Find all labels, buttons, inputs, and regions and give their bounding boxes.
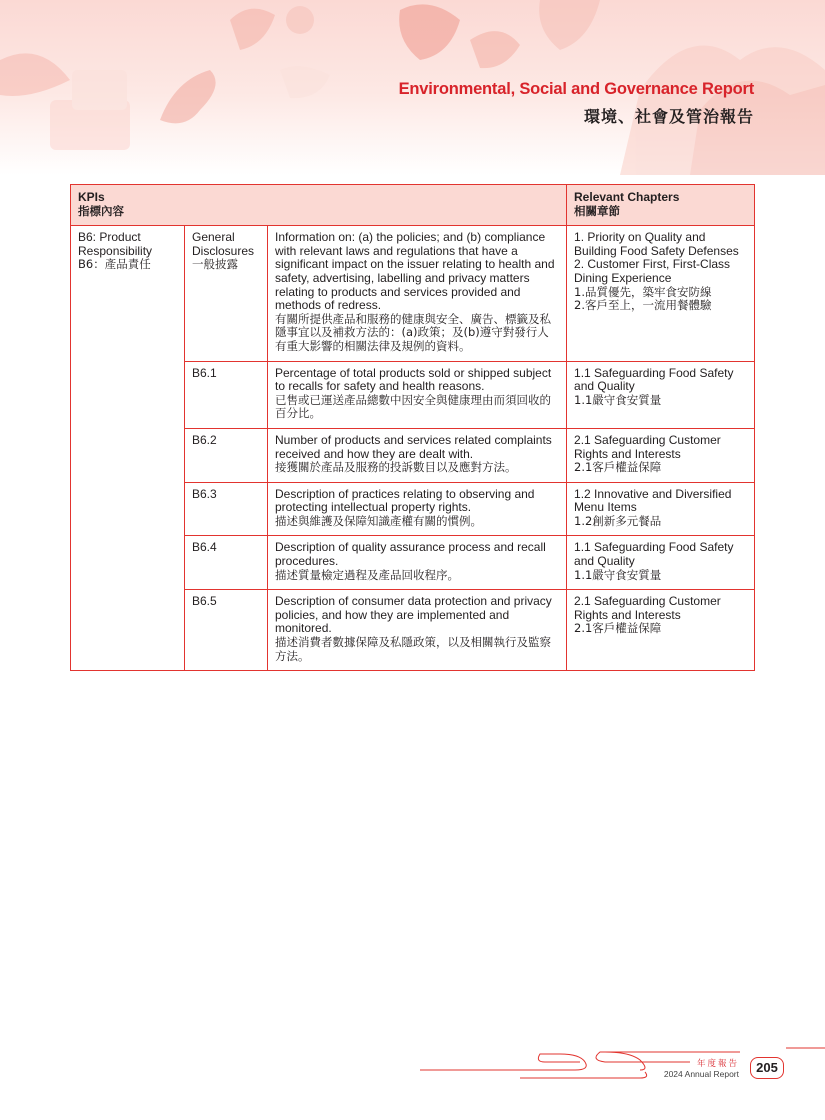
chapter-en: 1.1 Safeguarding Food Safety and Quality	[574, 540, 734, 569]
page-number: 205	[750, 1057, 784, 1079]
kpi-description-zh: 描述消費者數據保障及私隱政策，以及相關執行及監察方法。	[275, 635, 551, 663]
kpi-description-cell	[268, 428, 567, 482]
relevant-chapter-cell	[567, 361, 755, 428]
chapters-header-en: Relevant Chapters	[574, 190, 680, 204]
kpi-description-cell	[268, 590, 567, 671]
report-title-zh: 環境、社會及管治報告	[583, 107, 754, 126]
kpi-description-en: Information on: (a) the policies; and (b) compliance with relevant laws and regulations that have a significant impact on the issuer relating to health and safety, advertising, labelling and privacy matters relating to products and services provided and methods of redress.	[275, 230, 555, 313]
kpi-description-en: Percentage of total products sold or shipped subject to recalls for safety and health reasons.	[275, 365, 552, 394]
chapter-zh: 2.1客戶權益保障	[574, 460, 662, 475]
kpi-description-cell	[268, 536, 567, 590]
footer-label-en: 2024 Annual Report	[663, 1069, 739, 1079]
kpi-table	[70, 184, 755, 671]
kpi-code-cell	[185, 361, 268, 428]
table-row	[71, 226, 755, 361]
relevant-chapter-cell	[567, 536, 755, 590]
chapter-en: 2.1 Safeguarding Customer Rights and Interests	[574, 594, 721, 622]
kpi-description-cell	[268, 361, 567, 428]
kpi-description-en: Description of quality assurance process and recall procedures.	[275, 540, 546, 569]
chapter-zh: 2.1客戶權益保障	[574, 621, 662, 636]
kpis-header-en: KPIs	[78, 190, 105, 204]
kpi-description-cell	[268, 482, 567, 536]
chapter-1-zh: 1.品質優先，築牢食安防線	[574, 284, 712, 299]
kpi-code: General Disclosures	[192, 230, 255, 258]
kpis-header-zh: 指標內容	[78, 203, 124, 218]
kpi-description-zh: 描述質量檢定過程及產品回收程序。	[275, 567, 459, 582]
relevant-chapter-cell	[567, 226, 755, 361]
aspect-zh: B6：產品責任	[78, 257, 151, 272]
kpi-description-zh: 接獲關於產品及服務的投訴數目以及應對方法。	[275, 460, 517, 475]
kpi-description-zh: 有關所提供產品和服務的健康與安全、廣告、標籤及私隱事宜以及補救方法的：(a)政策；及(b)遵守對發行人有重大影響的相關法律及規例的資料。	[275, 311, 551, 353]
chapters-header	[567, 185, 755, 226]
kpi-code: B6.5	[192, 594, 217, 609]
relevant-chapter-cell	[567, 428, 755, 482]
chapters-header-zh: 相關章節	[574, 203, 621, 218]
relevant-chapter-cell	[567, 590, 755, 671]
kpi-code: B6.2	[192, 432, 217, 447]
chapter-en: 2.1 Safeguarding Customer Rights and Interests	[574, 432, 721, 461]
kpi-description-en: Description of consumer data protection and privacy policies, and how they are implemented and monitored.	[275, 594, 552, 636]
chapter-en: 1.2 Innovative and Diversified Menu Items	[574, 486, 732, 515]
page-footer	[0, 1040, 825, 1100]
kpi-code-cell	[185, 590, 268, 671]
report-title-en: Environmental, Social and Governance Report	[398, 80, 754, 98]
chapter-zh: 1.2創新多元餐品	[574, 513, 662, 528]
kpi-description-cell	[268, 226, 567, 361]
kpi-code: B6.4	[192, 540, 217, 555]
kpi-code-cell	[185, 482, 268, 536]
relevant-chapter-cell	[567, 482, 755, 536]
kpi-description-zh: 已售或已運送產品總數中因安全與健康理由而須回收的百分比。	[275, 392, 551, 421]
kpi-description-zh: 描述與維護及保障知識產權有關的慣例。	[275, 513, 482, 528]
kpi-code: B6.1	[192, 365, 217, 380]
chapter-zh: 1.1嚴守食安質量	[574, 567, 662, 582]
chapter-2-zh: 2.客戶至上，一流用餐體驗	[574, 298, 712, 313]
chapter-1-en: 1. Priority on Quality and Building Food Safety Defenses	[574, 230, 739, 258]
kpi-code-cell	[185, 428, 268, 482]
footer-label-zh: 年度報告	[696, 1059, 739, 1069]
kpi-code: B6.3	[192, 486, 217, 501]
kpi-description-en: Number of products and services related complaints received and how they are dealt with.	[275, 432, 552, 461]
kpi-code-cell	[185, 226, 268, 361]
kpi-code-zh: 一般披露	[192, 257, 238, 272]
chapter-2-en: 2. Customer First, First-Class Dining Experience	[574, 257, 731, 285]
kpis-header	[71, 185, 567, 226]
aspect-cell	[71, 226, 185, 671]
kpi-description-en: Description of practices relating to observing and protecting intellectual property rights.	[275, 486, 535, 515]
aspect-en: B6: Product Responsibility	[78, 230, 153, 258]
kpi-code-cell	[185, 536, 268, 590]
chapter-zh: 1.1嚴守食安質量	[574, 392, 662, 407]
table-header-row	[71, 185, 755, 226]
chapter-en: 1.1 Safeguarding Food Safety and Quality	[574, 365, 734, 394]
